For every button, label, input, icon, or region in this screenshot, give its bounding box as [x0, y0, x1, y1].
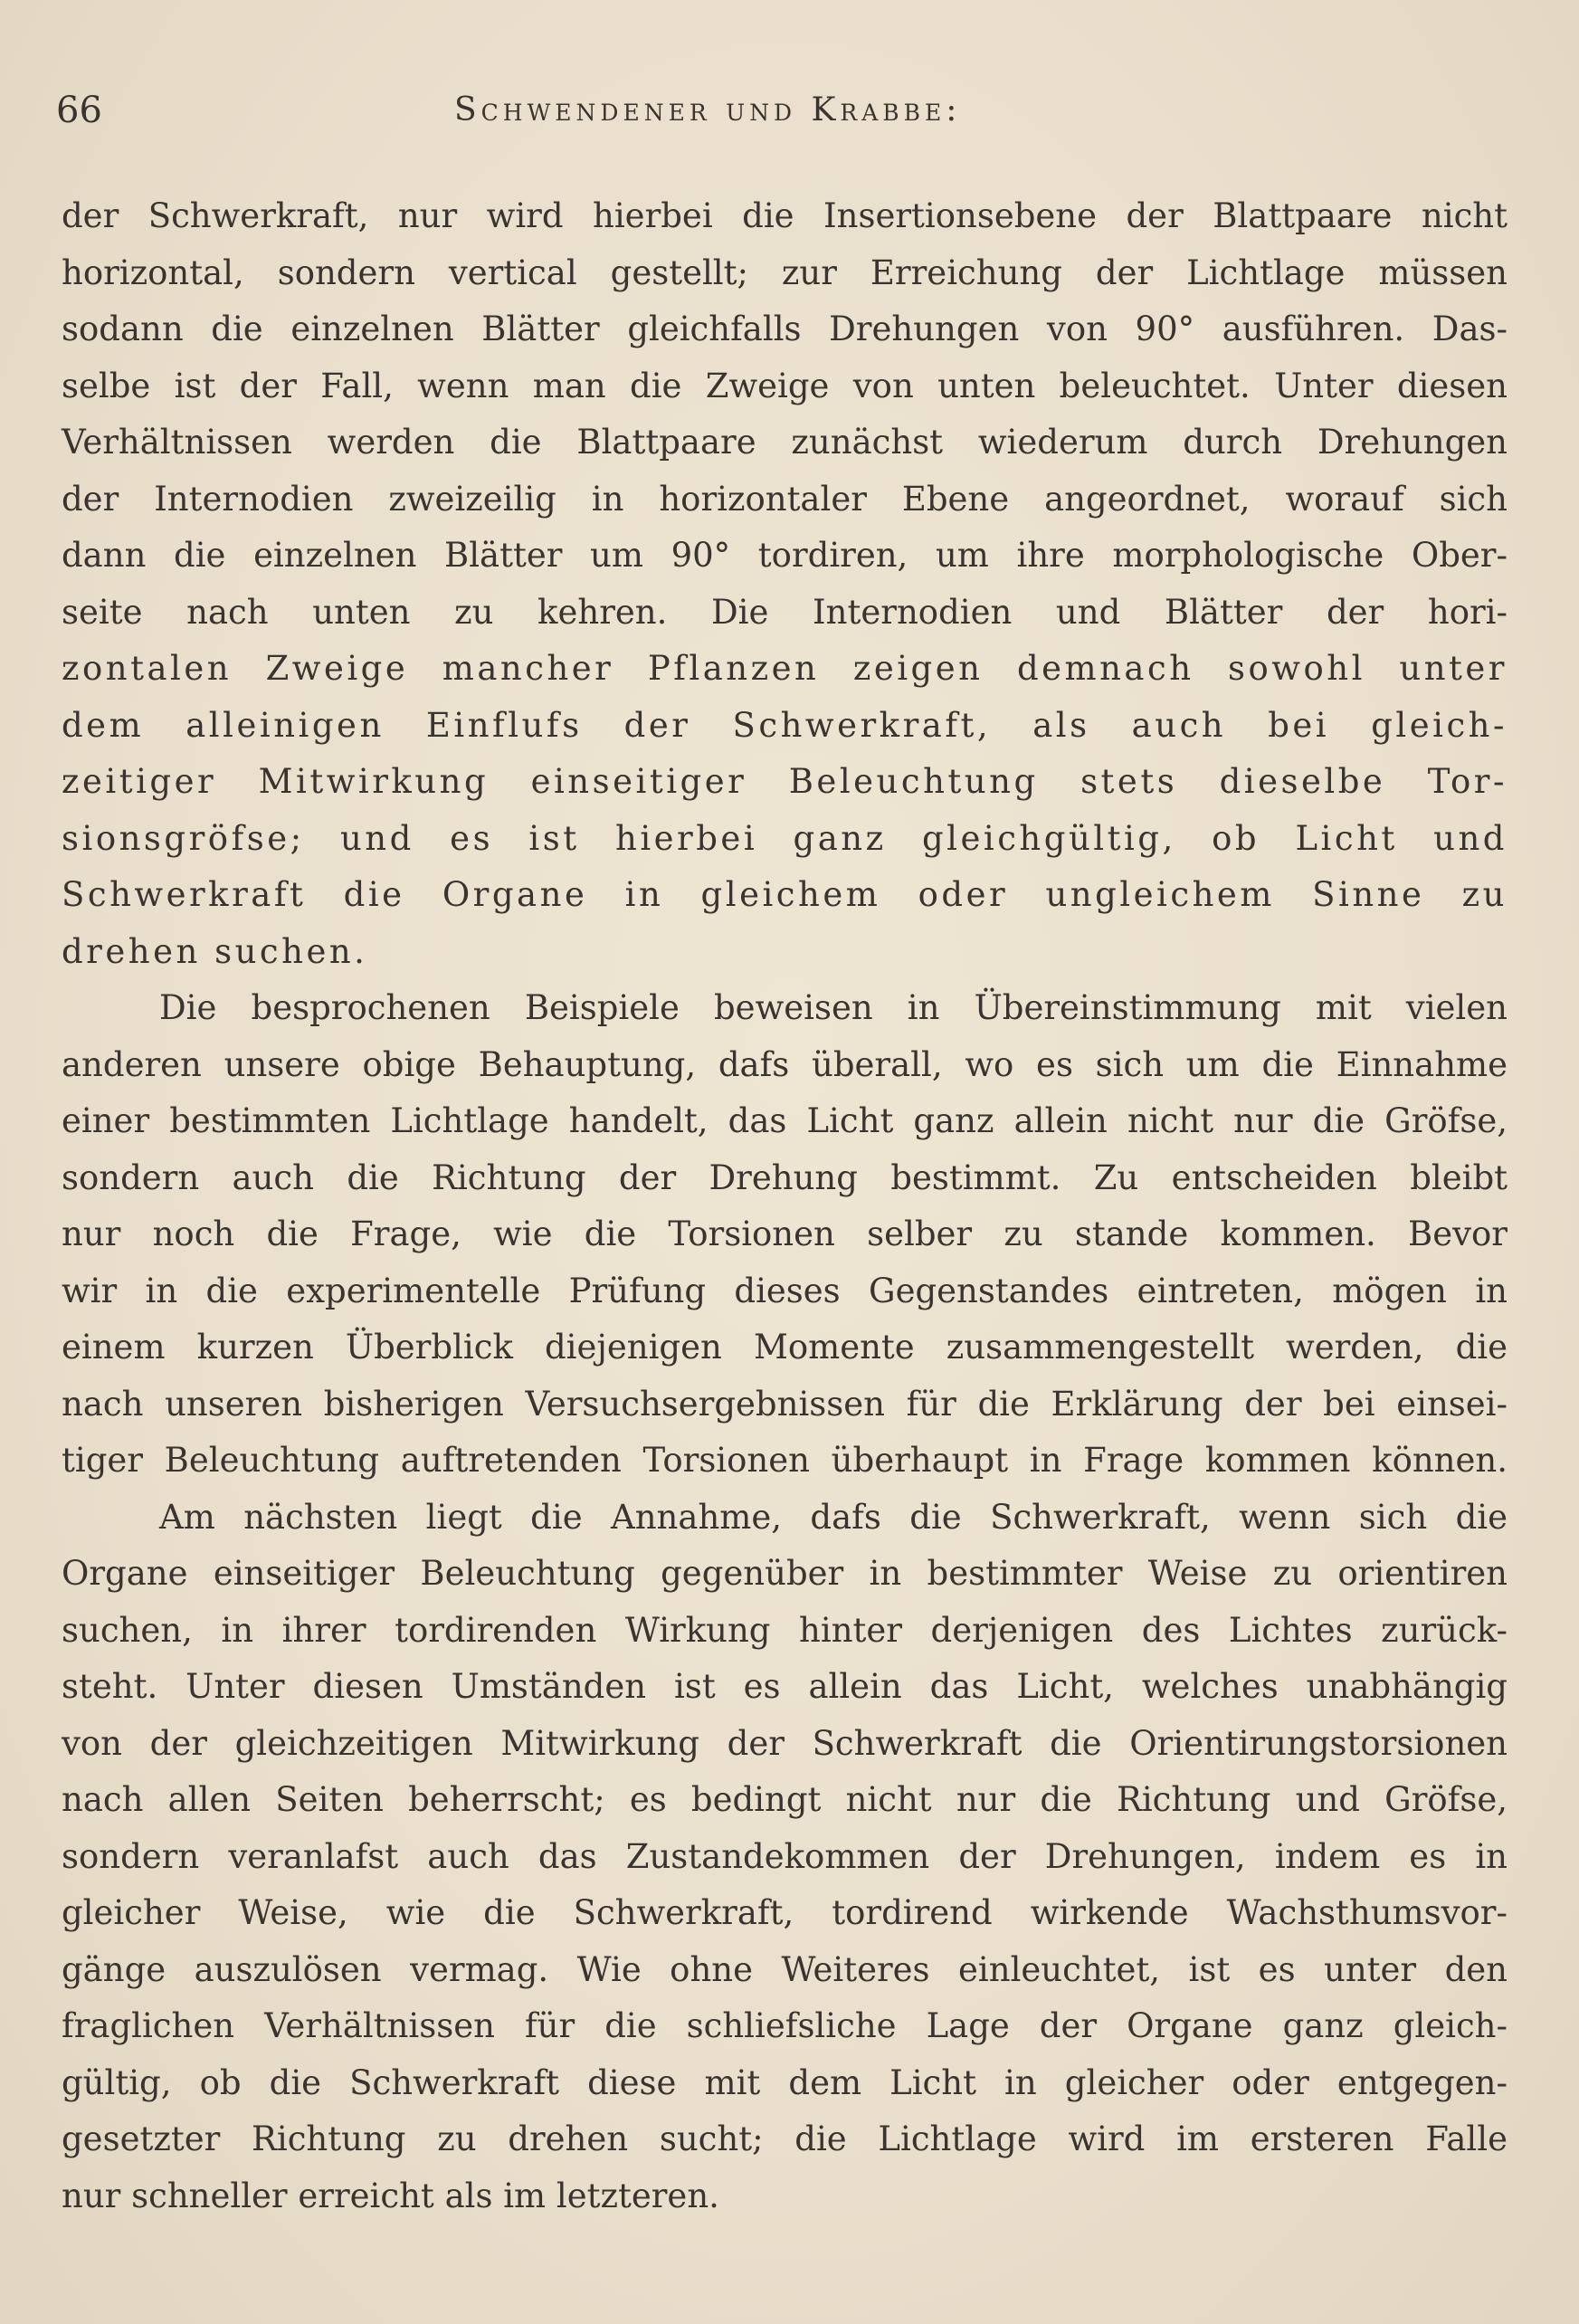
paragraph-3	[62, 1490, 1508, 2225]
text-line: sondern veranlafst auch das Zustandekommen der Drehungen, indem es in	[62, 1836, 1508, 1876]
text-line: tiger Beleuchtung auftretenden Torsionen überhaupt in Frage kommen können.	[62, 1441, 1508, 1480]
text-line: steht. Unter diesen Umständen ist es allein das Licht, welches unabhängig	[62, 1667, 1508, 1706]
text-line: einer bestimmten Lichtlage handelt, das Licht ganz allein nicht nur die Gröfse,	[62, 1101, 1508, 1140]
paragraph-2	[62, 980, 1508, 1490]
page-number: 66	[56, 90, 102, 131]
paragraph-1	[62, 188, 1508, 980]
text-line: nur schneller erreicht als im letzteren.	[62, 2176, 719, 2215]
text-line: zontalen Zweige mancher Pflanzen zeigen demnach sowohl unter	[62, 649, 1508, 688]
text-line: der Internodien zweizeilig in horizontaler Ebene angeordnet, worauf sich	[62, 479, 1508, 519]
page-header	[56, 83, 1513, 138]
text-line: horizontal, sondern vertical gestellt; zur Erreichung der Lichtlage müssen	[62, 252, 1508, 292]
text-line: von der gleichzeitigen Mitwirkung der Schwerkraft die Orientirungstorsionen	[62, 1723, 1508, 1763]
text-line: Organe einseitiger Beleuchtung gegenüber in bestimmter Weise zu orientiren	[62, 1554, 1508, 1593]
text-line: sionsgröfse; und es ist hierbei ganz gleichgültig, ob Licht und	[62, 818, 1508, 858]
text-line: Die besprochenen Beispiele beweisen in Übereinstimmung mit vielen	[159, 988, 1508, 1027]
text-line: Verhältnissen werden die Blattpaare zunächst wiederum durch Drehungen	[62, 423, 1508, 462]
running-head: Schwendener und Krabbe:	[454, 91, 962, 129]
text-line: dem alleinigen Einflufs der Schwerkraft, als auch bei gleich-	[62, 705, 1508, 745]
text-line: nach unseren bisherigen Versuchsergebnissen für die Erklärung der bei einsei-	[62, 1384, 1508, 1424]
text-line: sondern auch die Richtung der Drehung bestimmt. Zu entscheiden bleibt	[62, 1157, 1508, 1197]
text-line: gesetzter Richtung zu drehen sucht; die Lichtlage wird im ersteren Falle	[62, 2119, 1508, 2158]
body-text	[62, 188, 1508, 2224]
text-line: drehen suchen.	[62, 931, 368, 971]
text-line: suchen, in ihrer tordirenden Wirkung hinter derjenigen des Lichtes zurück-	[62, 1610, 1508, 1650]
text-line: Am nächsten liegt die Annahme, dafs die Schwerkraft, wenn sich die	[159, 1497, 1508, 1537]
text-line: gänge auszulösen vermag. Wie ohne Weiteres einleuchtet, ist es unter den	[62, 1949, 1508, 1989]
text-line: anderen unsere obige Behauptung, dafs überall, wo es sich um die Einnahme	[62, 1044, 1508, 1084]
text-line: gleicher Weise, wie die Schwerkraft, tordirend wirkende Wachsthumsvor-	[62, 1893, 1508, 1932]
text-line: sodann die einzelnen Blätter gleichfalls Drehungen von 90° ausführen. Das-	[62, 310, 1508, 348]
text-line: nur noch die Frage, wie die Torsionen selber zu stande kommen. Bevor	[62, 1214, 1508, 1253]
text-line: gültig, ob die Schwerkraft diese mit dem Licht in gleicher oder entgegen-	[62, 2062, 1508, 2102]
text-line: einem kurzen Überblick diejenigen Momente zusammengestellt werden, die	[62, 1328, 1508, 1367]
text-line: seite nach unten zu kehren. Die Internodien und Blätter der hori-	[62, 592, 1508, 632]
text-line: dann die einzelnen Blätter um 90° tordiren, um ihre morphologische Ober-	[62, 536, 1508, 575]
text-line: nach allen Seiten beherrscht; es bedingt nicht nur die Richtung und Gröfse,	[62, 1780, 1508, 1819]
text-line: fraglichen Verhältnissen für die schliefsliche Lage der Organe ganz gleich-	[62, 2006, 1508, 2045]
text-line: zeitiger Mitwirkung einseitiger Beleuchtung stets dieselbe Tor-	[62, 762, 1508, 801]
text-line: Schwerkraft die Organe in gleichem oder ungleichem Sinne zu	[62, 875, 1508, 914]
text-line: selbe ist der Fall, wenn man die Zweige von unten beleuchtet. Unter diesen	[62, 366, 1508, 405]
text-line: wir in die experimentelle Prüfung dieses Gegenstandes eintreten, mögen in	[62, 1271, 1508, 1310]
text-line: der Schwerkraft, nur wird hierbei die Insertionsebene der Blattpaare nicht	[62, 196, 1508, 235]
